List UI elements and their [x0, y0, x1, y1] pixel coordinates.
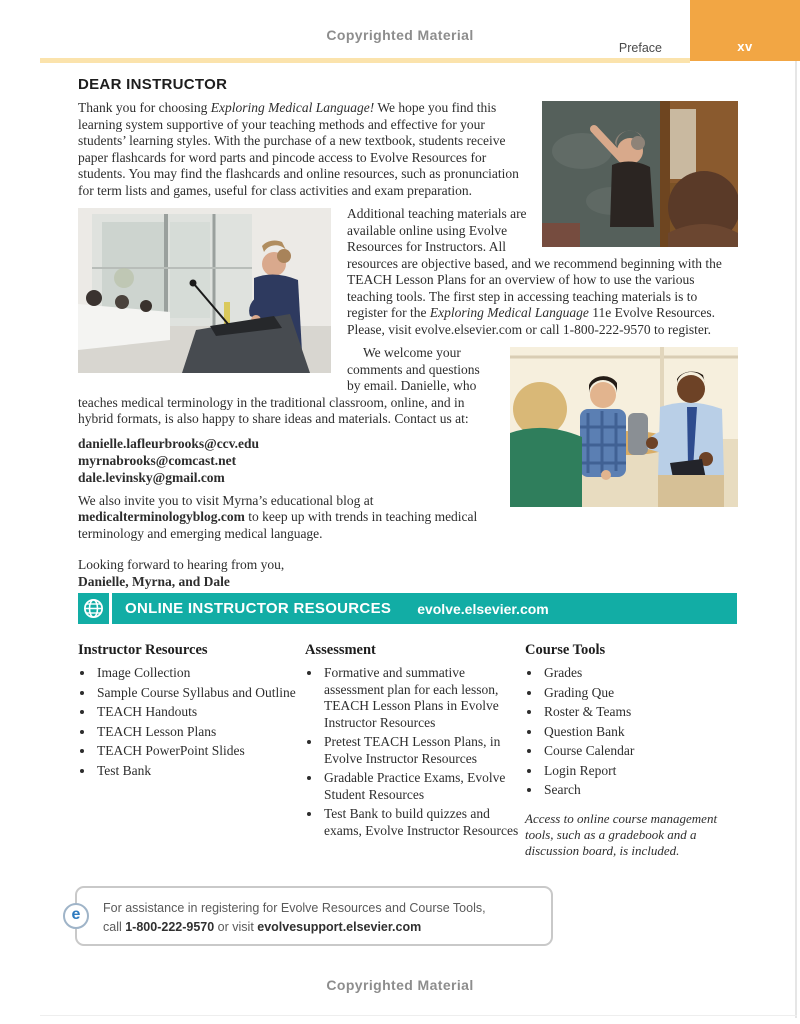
- section-label: Preface: [618, 41, 662, 55]
- bottom-copyright-notice: Copyrighted Material: [326, 977, 474, 993]
- column-instructor-resources: [78, 642, 305, 859]
- list-item: • Pretest TEACH Lesson Plans, in Evolve Instructor Resources: [322, 734, 525, 767]
- list-item: • Gradable Practice Exams, Evolve Student Resources: [322, 770, 525, 803]
- closing-line: Looking forward to hearing from you,: [78, 557, 285, 572]
- list-item: • Login Report: [542, 763, 738, 780]
- list-item: • Test Bank to build quizzes and exams, Evolve Instructor Resources: [322, 806, 525, 839]
- email-myrna: myrnabrooks@comcast.net: [78, 452, 237, 468]
- column-course-tools: [525, 642, 738, 859]
- banner-url: evolve.elsevier.com: [417, 600, 549, 617]
- authors-signature: Danielle, Myrna, and Dale: [78, 574, 230, 589]
- banner-bar: [112, 593, 737, 624]
- photo-instructor-chalkboard: [542, 101, 738, 247]
- support-or-visit: or visit: [214, 920, 258, 935]
- page-edge-bottom: [40, 1015, 797, 1016]
- page-edge-right: [795, 0, 797, 1018]
- book-title-italic: Exploring Medical Language!: [210, 100, 375, 115]
- photo-group-discussion: [510, 347, 738, 507]
- book-title-italic-2: Exploring Medical Language: [429, 305, 589, 320]
- list-item: • Search: [542, 782, 738, 799]
- paragraph-intro-text-cont: We hope you find this learning system supportive of your teaching methods and effective for your students’ learning styles. With the purchase of a new textbook, students receive paper flashcards for word parts and pincode access to Evolve Resources for students. You may find the flashcards and online resources, such as pronunciation for term lists and games, useful for class activities and exam preparation.: [78, 100, 519, 198]
- course-tools-note: Access to online course management tools, such as a gradebook and a discussion board, is included.: [525, 810, 718, 858]
- assessment-list: [305, 665, 525, 839]
- support-url: evolvesupport.elsevier.com: [257, 920, 422, 935]
- list-item: • TEACH PowerPoint Slides: [95, 743, 305, 760]
- blog-url-bold: medicalterminologyblog.com: [78, 509, 245, 524]
- list-item: • Sample Course Syllabus and Outline: [95, 685, 305, 702]
- main-content: [78, 76, 738, 590]
- list-item: • Test Bank: [95, 763, 305, 780]
- list-item: • TEACH Lesson Plans: [95, 724, 305, 741]
- list-item: • Roster & Teams: [542, 704, 738, 721]
- closing-block: [78, 556, 738, 590]
- column-heading: Course Tools: [525, 642, 606, 658]
- column-heading: Assessment: [305, 642, 376, 658]
- support-text: [77, 888, 551, 948]
- resources-columns: [78, 642, 738, 859]
- list-item: • Image Collection: [95, 665, 305, 682]
- banner-title: ONLINE INSTRUCTOR RESOURCES: [125, 600, 392, 617]
- support-phone: 1-800-222-9570: [125, 920, 215, 935]
- paragraph-intro-text: Thank you for choosing: [78, 100, 211, 115]
- list-item: • Formative and summative assessment plan for each lesson, TEACH Lesson Plans in Evolve Instructor Resources: [322, 665, 525, 731]
- paragraph-blog-text: We also invite you to visit Myrna’s educational blog at: [78, 492, 374, 508]
- online-instructor-resources-banner: [78, 593, 737, 624]
- paragraph-contact-text: We welcome your comments and questions by email. Danielle, who teaches medical terminology in the traditional classroom, online, and in hybrid formats, is also happy to share ideas and materials. Contact us at:: [78, 345, 480, 426]
- support-line1: For assistance in registering for Evolve Resources and Course Tools,: [103, 901, 486, 915]
- page-number-tab: [690, 0, 800, 61]
- evolve-support-box: [71, 886, 553, 946]
- list-item: • Question Bank: [542, 724, 738, 741]
- instructor-resources-list: [78, 665, 305, 779]
- globe-icon: [83, 598, 104, 619]
- page-title: DEAR INSTRUCTOR: [78, 76, 228, 93]
- page-number: xv: [737, 39, 753, 54]
- list-item: • Grading Que: [542, 685, 738, 702]
- evolve-e-logo-icon: e: [63, 903, 89, 929]
- column-assessment: [305, 642, 525, 859]
- email-dale: dale.levinsky@gmail.com: [78, 469, 225, 485]
- email-danielle: danielle.lafleurbrooks@ccv.edu: [78, 435, 260, 451]
- globe-icon-box: [78, 593, 109, 624]
- list-item: • TEACH Handouts: [95, 704, 305, 721]
- list-item: • Course Calendar: [542, 743, 738, 760]
- photo-woman-presenting-podium: [78, 208, 331, 373]
- column-heading: Instructor Resources: [78, 642, 208, 658]
- header-rule: [40, 58, 690, 63]
- list-item: • Grades: [542, 665, 738, 682]
- support-call-prefix: call: [103, 920, 126, 935]
- paragraph-evolve-text-cont: 11e Evolve Resources. Please, visit evolve.elsevier.com or call 1-800-222-9570 to register.: [347, 305, 716, 337]
- course-tools-list: [525, 665, 738, 799]
- paragraph-blog-text-cont: to keep up with trends in teaching medical terminology and emerging medical language.: [78, 509, 478, 541]
- top-copyright-notice: Copyrighted Material: [326, 27, 474, 43]
- paragraph-evolve-text: Additional teaching materials are available online using Evolve Resources for Instructors. All resources are objective based, and we recommend beginning with the TEACH Lesson Plans for an overview of how to use the various teaching tools. The first step in accessing teaching materials is to register for the: [347, 206, 722, 320]
